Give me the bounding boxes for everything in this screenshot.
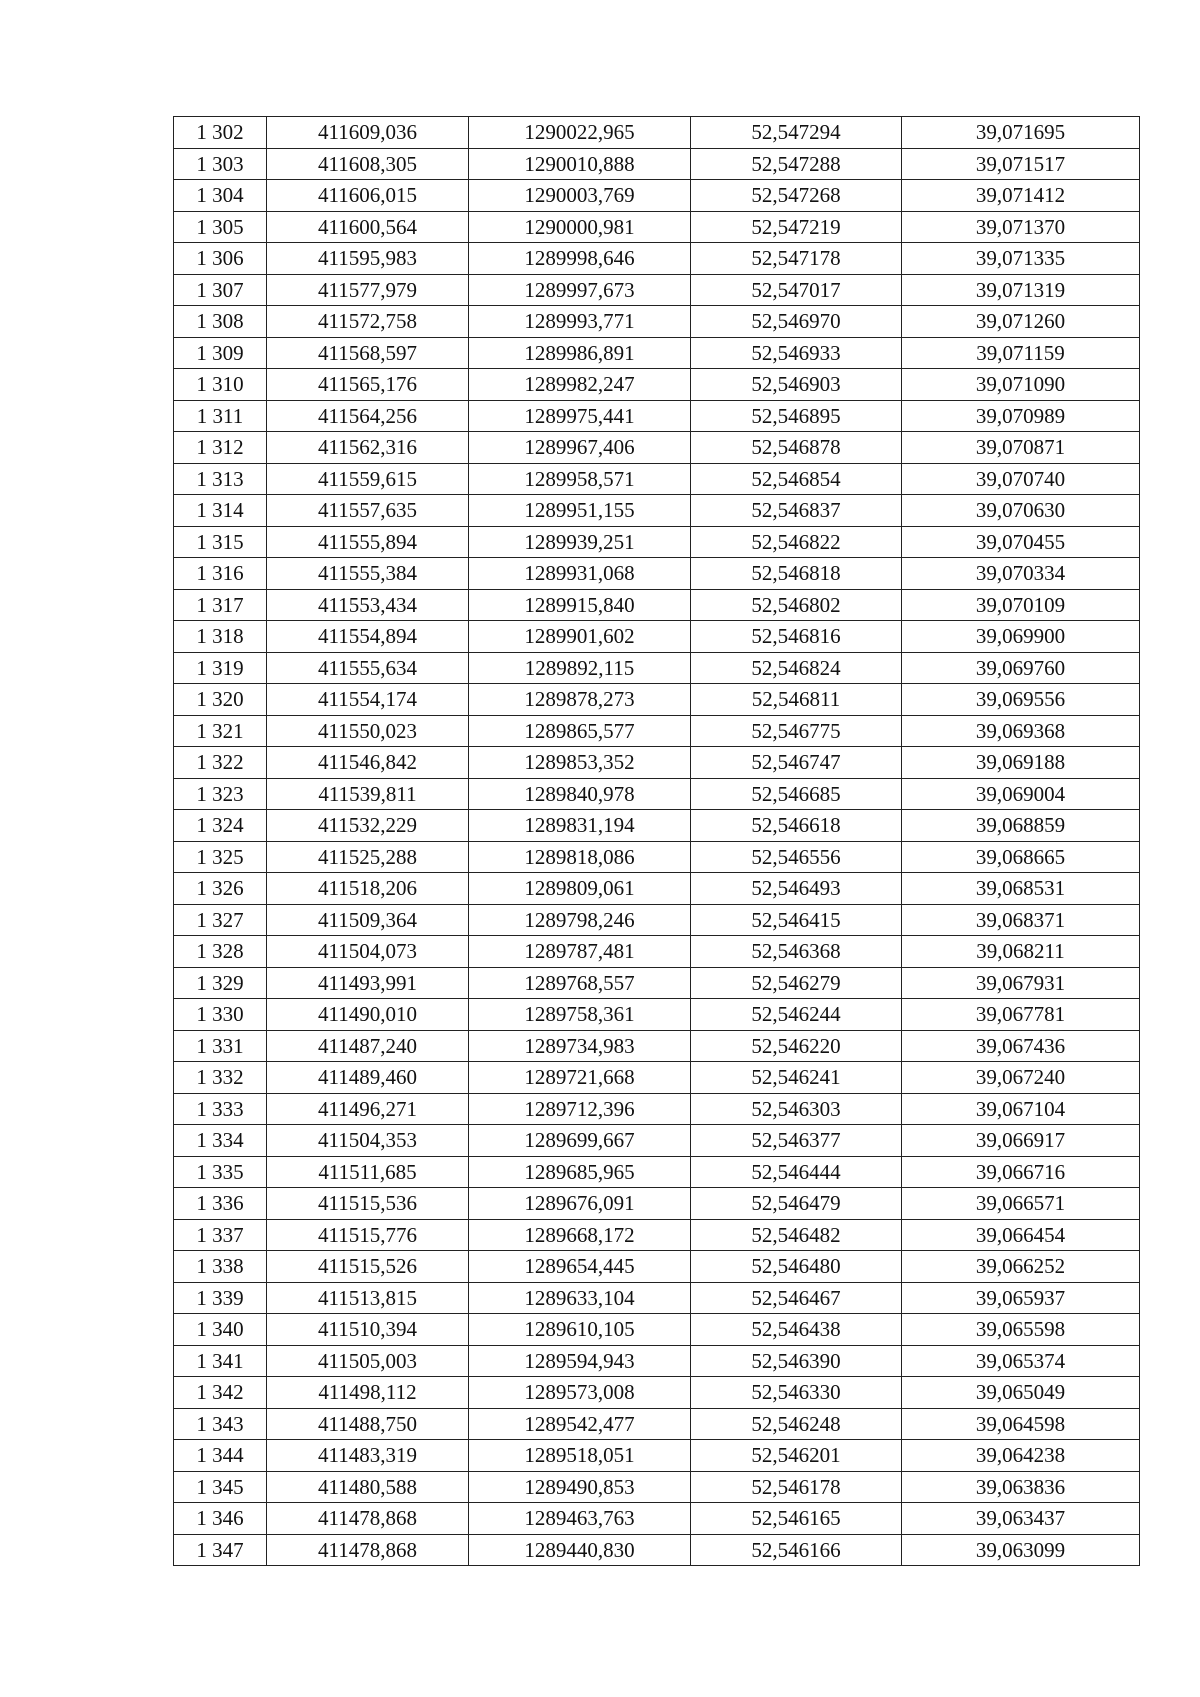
table-row <box>174 967 1140 999</box>
point-number-cell: 1 315 <box>174 526 267 558</box>
longitude-cell: 39,064238 <box>902 1440 1140 1472</box>
longitude-cell: 39,071159 <box>902 337 1140 369</box>
table-row <box>174 1156 1140 1188</box>
latitude-cell: 52,546802 <box>691 589 902 621</box>
x-coordinate-cell: 411509,364 <box>267 904 469 936</box>
point-number-cell: 1 333 <box>174 1093 267 1125</box>
longitude-cell: 39,070871 <box>902 432 1140 464</box>
latitude-cell: 52,546415 <box>691 904 902 936</box>
latitude-cell: 52,546165 <box>691 1503 902 1535</box>
point-number-cell: 1 332 <box>174 1062 267 1094</box>
longitude-cell: 39,066571 <box>902 1188 1140 1220</box>
latitude-cell: 52,546493 <box>691 873 902 905</box>
latitude-cell: 52,546854 <box>691 463 902 495</box>
x-coordinate-cell: 411555,634 <box>267 652 469 684</box>
latitude-cell: 52,546878 <box>691 432 902 464</box>
longitude-cell: 39,070989 <box>902 400 1140 432</box>
y-coordinate-cell: 1289997,673 <box>469 274 691 306</box>
y-coordinate-cell: 1289967,406 <box>469 432 691 464</box>
latitude-cell: 52,547288 <box>691 148 902 180</box>
latitude-cell: 52,546438 <box>691 1314 902 1346</box>
longitude-cell: 39,069368 <box>902 715 1140 747</box>
point-number-cell: 1 302 <box>174 117 267 149</box>
table-row <box>174 1030 1140 1062</box>
x-coordinate-cell: 411553,434 <box>267 589 469 621</box>
latitude-cell: 52,546685 <box>691 778 902 810</box>
point-number-cell: 1 317 <box>174 589 267 621</box>
x-coordinate-cell: 411600,564 <box>267 211 469 243</box>
x-coordinate-cell: 411609,036 <box>267 117 469 149</box>
table-row <box>174 432 1140 464</box>
y-coordinate-cell: 1289998,646 <box>469 243 691 275</box>
point-number-cell: 1 327 <box>174 904 267 936</box>
point-number-cell: 1 343 <box>174 1408 267 1440</box>
y-coordinate-cell: 1289654,445 <box>469 1251 691 1283</box>
y-coordinate-cell: 1289865,577 <box>469 715 691 747</box>
longitude-cell: 39,071335 <box>902 243 1140 275</box>
latitude-cell: 52,546837 <box>691 495 902 527</box>
latitude-cell: 52,546811 <box>691 684 902 716</box>
y-coordinate-cell: 1289939,251 <box>469 526 691 558</box>
latitude-cell: 52,546241 <box>691 1062 902 1094</box>
latitude-cell: 52,546330 <box>691 1377 902 1409</box>
longitude-cell: 39,067436 <box>902 1030 1140 1062</box>
latitude-cell: 52,546824 <box>691 652 902 684</box>
x-coordinate-cell: 411559,615 <box>267 463 469 495</box>
table-row <box>174 747 1140 779</box>
y-coordinate-cell: 1289734,983 <box>469 1030 691 1062</box>
y-coordinate-cell: 1290010,888 <box>469 148 691 180</box>
table-row <box>174 873 1140 905</box>
table-row <box>174 400 1140 432</box>
longitude-cell: 39,063836 <box>902 1471 1140 1503</box>
x-coordinate-cell: 411480,588 <box>267 1471 469 1503</box>
longitude-cell: 39,065049 <box>902 1377 1140 1409</box>
point-number-cell: 1 318 <box>174 621 267 653</box>
longitude-cell: 39,068211 <box>902 936 1140 968</box>
x-coordinate-cell: 411562,316 <box>267 432 469 464</box>
point-number-cell: 1 314 <box>174 495 267 527</box>
y-coordinate-cell: 1289993,771 <box>469 306 691 338</box>
y-coordinate-cell: 1289610,105 <box>469 1314 691 1346</box>
x-coordinate-cell: 411496,271 <box>267 1093 469 1125</box>
point-number-cell: 1 303 <box>174 148 267 180</box>
table-row <box>174 652 1140 684</box>
point-number-cell: 1 338 <box>174 1251 267 1283</box>
y-coordinate-cell: 1289901,602 <box>469 621 691 653</box>
x-coordinate-cell: 411518,206 <box>267 873 469 905</box>
y-coordinate-cell: 1289809,061 <box>469 873 691 905</box>
longitude-cell: 39,070109 <box>902 589 1140 621</box>
point-number-cell: 1 306 <box>174 243 267 275</box>
x-coordinate-cell: 411564,256 <box>267 400 469 432</box>
point-number-cell: 1 335 <box>174 1156 267 1188</box>
x-coordinate-cell: 411478,868 <box>267 1503 469 1535</box>
point-number-cell: 1 325 <box>174 841 267 873</box>
y-coordinate-cell: 1289573,008 <box>469 1377 691 1409</box>
y-coordinate-cell: 1289878,273 <box>469 684 691 716</box>
longitude-cell: 39,071517 <box>902 148 1140 180</box>
table-row <box>174 148 1140 180</box>
table-row <box>174 904 1140 936</box>
longitude-cell: 39,063099 <box>902 1534 1140 1566</box>
x-coordinate-cell: 411525,288 <box>267 841 469 873</box>
x-coordinate-cell: 411504,073 <box>267 936 469 968</box>
point-number-cell: 1 339 <box>174 1282 267 1314</box>
point-number-cell: 1 312 <box>174 432 267 464</box>
point-number-cell: 1 334 <box>174 1125 267 1157</box>
latitude-cell: 52,546248 <box>691 1408 902 1440</box>
latitude-cell: 52,546279 <box>691 967 902 999</box>
x-coordinate-cell: 411539,811 <box>267 778 469 810</box>
y-coordinate-cell: 1289685,965 <box>469 1156 691 1188</box>
longitude-cell: 39,071319 <box>902 274 1140 306</box>
latitude-cell: 52,547178 <box>691 243 902 275</box>
latitude-cell: 52,546201 <box>691 1440 902 1472</box>
y-coordinate-cell: 1289668,172 <box>469 1219 691 1251</box>
table-row <box>174 1125 1140 1157</box>
longitude-cell: 39,067104 <box>902 1093 1140 1125</box>
y-coordinate-cell: 1289853,352 <box>469 747 691 779</box>
longitude-cell: 39,068531 <box>902 873 1140 905</box>
table-row <box>174 463 1140 495</box>
table-row <box>174 999 1140 1031</box>
latitude-cell: 52,546220 <box>691 1030 902 1062</box>
point-number-cell: 1 305 <box>174 211 267 243</box>
y-coordinate-cell: 1289951,155 <box>469 495 691 527</box>
longitude-cell: 39,066252 <box>902 1251 1140 1283</box>
latitude-cell: 52,546903 <box>691 369 902 401</box>
longitude-cell: 39,070630 <box>902 495 1140 527</box>
y-coordinate-cell: 1289712,396 <box>469 1093 691 1125</box>
longitude-cell: 39,068859 <box>902 810 1140 842</box>
point-number-cell: 1 323 <box>174 778 267 810</box>
table-row <box>174 337 1140 369</box>
table-row <box>174 715 1140 747</box>
y-coordinate-cell: 1289787,481 <box>469 936 691 968</box>
point-number-cell: 1 313 <box>174 463 267 495</box>
longitude-cell: 39,071090 <box>902 369 1140 401</box>
point-number-cell: 1 340 <box>174 1314 267 1346</box>
x-coordinate-cell: 411554,894 <box>267 621 469 653</box>
x-coordinate-cell: 411555,384 <box>267 558 469 590</box>
y-coordinate-cell: 1289758,361 <box>469 999 691 1031</box>
latitude-cell: 52,546444 <box>691 1156 902 1188</box>
longitude-cell: 39,066716 <box>902 1156 1140 1188</box>
latitude-cell: 52,547268 <box>691 180 902 212</box>
table-row <box>174 936 1140 968</box>
table-row <box>174 526 1140 558</box>
point-number-cell: 1 320 <box>174 684 267 716</box>
x-coordinate-cell: 411554,174 <box>267 684 469 716</box>
y-coordinate-cell: 1289440,830 <box>469 1534 691 1566</box>
y-coordinate-cell: 1289958,571 <box>469 463 691 495</box>
longitude-cell: 39,064598 <box>902 1408 1140 1440</box>
longitude-cell: 39,067781 <box>902 999 1140 1031</box>
x-coordinate-cell: 411490,010 <box>267 999 469 1031</box>
y-coordinate-cell: 1289542,477 <box>469 1408 691 1440</box>
latitude-cell: 52,546747 <box>691 747 902 779</box>
y-coordinate-cell: 1289982,247 <box>469 369 691 401</box>
point-number-cell: 1 336 <box>174 1188 267 1220</box>
longitude-cell: 39,069188 <box>902 747 1140 779</box>
longitude-cell: 39,069900 <box>902 621 1140 653</box>
longitude-cell: 39,067240 <box>902 1062 1140 1094</box>
table-row <box>174 180 1140 212</box>
x-coordinate-cell: 411577,979 <box>267 274 469 306</box>
longitude-cell: 39,065937 <box>902 1282 1140 1314</box>
x-coordinate-cell: 411498,112 <box>267 1377 469 1409</box>
longitude-cell: 39,069004 <box>902 778 1140 810</box>
longitude-cell: 39,067931 <box>902 967 1140 999</box>
longitude-cell: 39,068371 <box>902 904 1140 936</box>
table-row <box>174 369 1140 401</box>
x-coordinate-cell: 411513,815 <box>267 1282 469 1314</box>
latitude-cell: 52,546818 <box>691 558 902 590</box>
longitude-cell: 39,065598 <box>902 1314 1140 1346</box>
y-coordinate-cell: 1289818,086 <box>469 841 691 873</box>
point-number-cell: 1 328 <box>174 936 267 968</box>
x-coordinate-cell: 411572,758 <box>267 306 469 338</box>
point-number-cell: 1 321 <box>174 715 267 747</box>
latitude-cell: 52,547017 <box>691 274 902 306</box>
x-coordinate-cell: 411555,894 <box>267 526 469 558</box>
table-row <box>174 1471 1140 1503</box>
x-coordinate-cell: 411606,015 <box>267 180 469 212</box>
latitude-cell: 52,546467 <box>691 1282 902 1314</box>
latitude-cell: 52,546480 <box>691 1251 902 1283</box>
table-row <box>174 211 1140 243</box>
latitude-cell: 52,546482 <box>691 1219 902 1251</box>
latitude-cell: 52,546970 <box>691 306 902 338</box>
x-coordinate-cell: 411557,635 <box>267 495 469 527</box>
table-row <box>174 810 1140 842</box>
longitude-cell: 39,071370 <box>902 211 1140 243</box>
x-coordinate-cell: 411504,353 <box>267 1125 469 1157</box>
y-coordinate-cell: 1290022,965 <box>469 117 691 149</box>
x-coordinate-cell: 411489,460 <box>267 1062 469 1094</box>
point-number-cell: 1 342 <box>174 1377 267 1409</box>
table-row <box>174 1251 1140 1283</box>
x-coordinate-cell: 411568,597 <box>267 337 469 369</box>
table-row <box>174 1534 1140 1566</box>
latitude-cell: 52,546303 <box>691 1093 902 1125</box>
longitude-cell: 39,066917 <box>902 1125 1140 1157</box>
coordinates-table-body <box>174 117 1140 1566</box>
point-number-cell: 1 322 <box>174 747 267 779</box>
latitude-cell: 52,546166 <box>691 1534 902 1566</box>
table-row <box>174 1188 1140 1220</box>
table-row <box>174 1377 1140 1409</box>
longitude-cell: 39,068665 <box>902 841 1140 873</box>
x-coordinate-cell: 411493,991 <box>267 967 469 999</box>
point-number-cell: 1 345 <box>174 1471 267 1503</box>
longitude-cell: 39,071412 <box>902 180 1140 212</box>
y-coordinate-cell: 1289676,091 <box>469 1188 691 1220</box>
y-coordinate-cell: 1289463,763 <box>469 1503 691 1535</box>
table-row <box>174 495 1140 527</box>
x-coordinate-cell: 411515,536 <box>267 1188 469 1220</box>
x-coordinate-cell: 411505,003 <box>267 1345 469 1377</box>
y-coordinate-cell: 1289931,068 <box>469 558 691 590</box>
y-coordinate-cell: 1290000,981 <box>469 211 691 243</box>
x-coordinate-cell: 411532,229 <box>267 810 469 842</box>
x-coordinate-cell: 411511,685 <box>267 1156 469 1188</box>
latitude-cell: 52,546775 <box>691 715 902 747</box>
y-coordinate-cell: 1289490,853 <box>469 1471 691 1503</box>
latitude-cell: 52,546244 <box>691 999 902 1031</box>
longitude-cell: 39,063437 <box>902 1503 1140 1535</box>
y-coordinate-cell: 1289633,104 <box>469 1282 691 1314</box>
y-coordinate-cell: 1289975,441 <box>469 400 691 432</box>
latitude-cell: 52,546933 <box>691 337 902 369</box>
table-row <box>174 274 1140 306</box>
latitude-cell: 52,546816 <box>691 621 902 653</box>
point-number-cell: 1 319 <box>174 652 267 684</box>
x-coordinate-cell: 411546,842 <box>267 747 469 779</box>
latitude-cell: 52,546822 <box>691 526 902 558</box>
y-coordinate-cell: 1289986,891 <box>469 337 691 369</box>
table-row <box>174 243 1140 275</box>
table-row <box>174 841 1140 873</box>
longitude-cell: 39,070334 <box>902 558 1140 590</box>
y-coordinate-cell: 1289798,246 <box>469 904 691 936</box>
table-row <box>174 589 1140 621</box>
longitude-cell: 39,069556 <box>902 684 1140 716</box>
table-row <box>174 558 1140 590</box>
point-number-cell: 1 309 <box>174 337 267 369</box>
table-row <box>174 117 1140 149</box>
longitude-cell: 39,070455 <box>902 526 1140 558</box>
table-row <box>174 1345 1140 1377</box>
point-number-cell: 1 326 <box>174 873 267 905</box>
table-row <box>174 1093 1140 1125</box>
longitude-cell: 39,066454 <box>902 1219 1140 1251</box>
latitude-cell: 52,547294 <box>691 117 902 149</box>
y-coordinate-cell: 1289831,194 <box>469 810 691 842</box>
table-row <box>174 1282 1140 1314</box>
table-row <box>174 1440 1140 1472</box>
point-number-cell: 1 308 <box>174 306 267 338</box>
longitude-cell: 39,071695 <box>902 117 1140 149</box>
table-row <box>174 1062 1140 1094</box>
y-coordinate-cell: 1289915,840 <box>469 589 691 621</box>
latitude-cell: 52,546390 <box>691 1345 902 1377</box>
table-row <box>174 778 1140 810</box>
y-coordinate-cell: 1289594,943 <box>469 1345 691 1377</box>
x-coordinate-cell: 411515,526 <box>267 1251 469 1283</box>
point-number-cell: 1 330 <box>174 999 267 1031</box>
coordinates-table <box>173 116 1140 1566</box>
x-coordinate-cell: 411515,776 <box>267 1219 469 1251</box>
point-number-cell: 1 324 <box>174 810 267 842</box>
table-row <box>174 1219 1140 1251</box>
latitude-cell: 52,546556 <box>691 841 902 873</box>
point-number-cell: 1 346 <box>174 1503 267 1535</box>
latitude-cell: 52,546895 <box>691 400 902 432</box>
point-number-cell: 1 311 <box>174 400 267 432</box>
point-number-cell: 1 331 <box>174 1030 267 1062</box>
x-coordinate-cell: 411483,319 <box>267 1440 469 1472</box>
table-row <box>174 1503 1140 1535</box>
latitude-cell: 52,546178 <box>691 1471 902 1503</box>
table-row <box>174 684 1140 716</box>
latitude-cell: 52,547219 <box>691 211 902 243</box>
longitude-cell: 39,070740 <box>902 463 1140 495</box>
table-row <box>174 306 1140 338</box>
table-row <box>174 1314 1140 1346</box>
y-coordinate-cell: 1289840,978 <box>469 778 691 810</box>
point-number-cell: 1 344 <box>174 1440 267 1472</box>
latitude-cell: 52,546368 <box>691 936 902 968</box>
y-coordinate-cell: 1289518,051 <box>469 1440 691 1472</box>
x-coordinate-cell: 411510,394 <box>267 1314 469 1346</box>
point-number-cell: 1 310 <box>174 369 267 401</box>
longitude-cell: 39,065374 <box>902 1345 1140 1377</box>
point-number-cell: 1 329 <box>174 967 267 999</box>
x-coordinate-cell: 411487,240 <box>267 1030 469 1062</box>
point-number-cell: 1 337 <box>174 1219 267 1251</box>
x-coordinate-cell: 411478,868 <box>267 1534 469 1566</box>
x-coordinate-cell: 411488,750 <box>267 1408 469 1440</box>
point-number-cell: 1 316 <box>174 558 267 590</box>
y-coordinate-cell: 1290003,769 <box>469 180 691 212</box>
x-coordinate-cell: 411608,305 <box>267 148 469 180</box>
longitude-cell: 39,069760 <box>902 652 1140 684</box>
latitude-cell: 52,546377 <box>691 1125 902 1157</box>
y-coordinate-cell: 1289768,557 <box>469 967 691 999</box>
latitude-cell: 52,546618 <box>691 810 902 842</box>
latitude-cell: 52,546479 <box>691 1188 902 1220</box>
point-number-cell: 1 341 <box>174 1345 267 1377</box>
y-coordinate-cell: 1289721,668 <box>469 1062 691 1094</box>
x-coordinate-cell: 411595,983 <box>267 243 469 275</box>
table-row <box>174 621 1140 653</box>
point-number-cell: 1 347 <box>174 1534 267 1566</box>
x-coordinate-cell: 411565,176 <box>267 369 469 401</box>
y-coordinate-cell: 1289892,115 <box>469 652 691 684</box>
point-number-cell: 1 304 <box>174 180 267 212</box>
y-coordinate-cell: 1289699,667 <box>469 1125 691 1157</box>
point-number-cell: 1 307 <box>174 274 267 306</box>
longitude-cell: 39,071260 <box>902 306 1140 338</box>
x-coordinate-cell: 411550,023 <box>267 715 469 747</box>
table-row <box>174 1408 1140 1440</box>
